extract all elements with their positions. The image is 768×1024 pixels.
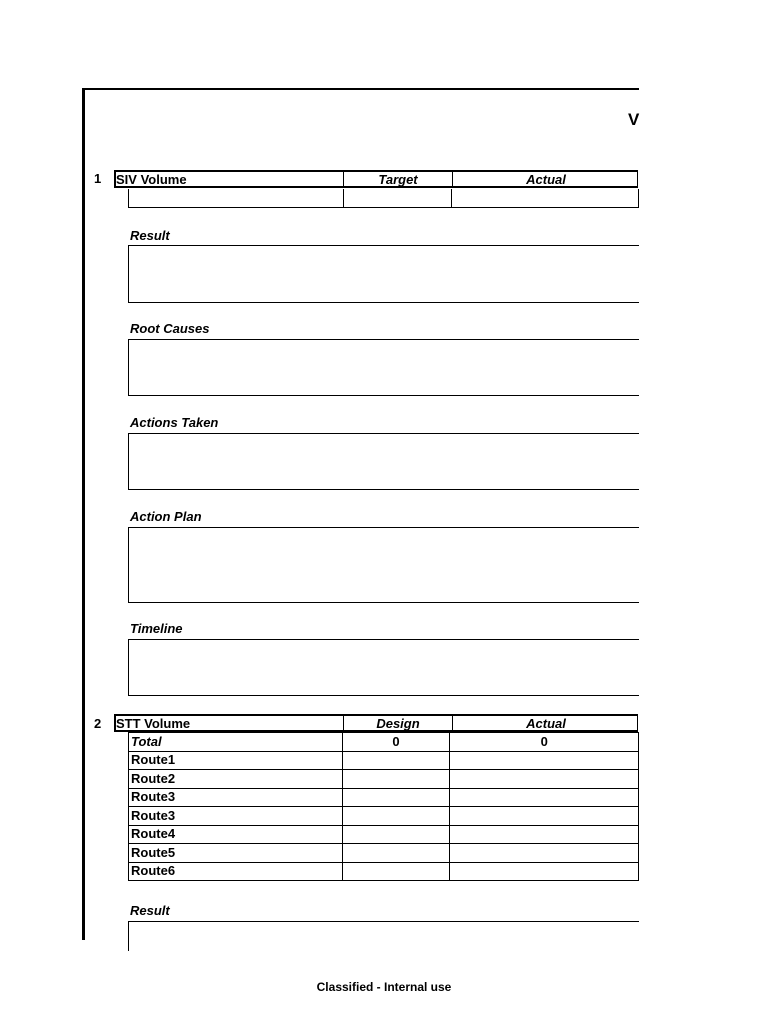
siv-volume-header: SIV Volume xyxy=(116,172,187,187)
stt-volume-header: STT Volume xyxy=(116,716,191,731)
table-row xyxy=(129,844,639,863)
design-value-cell[interactable] xyxy=(342,788,450,807)
result-textbox[interactable] xyxy=(128,245,639,303)
design-value-cell[interactable] xyxy=(342,770,450,789)
design-value-cell[interactable] xyxy=(342,844,450,863)
sheet-top-border xyxy=(82,88,639,90)
table-row xyxy=(129,733,639,752)
actions-taken-textbox[interactable] xyxy=(128,433,639,490)
design-header: Design xyxy=(376,716,420,731)
route-label-cell: Route1 xyxy=(129,751,343,770)
stt-volume-table xyxy=(128,732,639,881)
section-1-number: 1 xyxy=(94,171,102,186)
route-label-cell: Route3 xyxy=(129,788,343,807)
column-divider xyxy=(451,189,452,207)
actual-value-cell[interactable] xyxy=(450,862,639,881)
actual-value-cell[interactable]: 0 xyxy=(450,733,639,752)
timeline-label: Timeline xyxy=(130,621,183,636)
actual-header: Actual xyxy=(526,716,566,731)
route-label-cell: Route3 xyxy=(129,807,343,826)
table-row xyxy=(129,825,639,844)
design-value-cell[interactable] xyxy=(342,862,450,881)
sheet-left-border xyxy=(82,88,85,940)
route-label-cell: Total xyxy=(129,733,343,752)
table-row xyxy=(129,807,639,826)
table-row xyxy=(129,788,639,807)
route-label-cell: Route5 xyxy=(129,844,343,863)
actual-value-cell[interactable] xyxy=(450,844,639,863)
design-value-cell[interactable] xyxy=(342,751,450,770)
actual-value-cell[interactable] xyxy=(450,770,639,789)
section-2-number: 2 xyxy=(94,716,102,731)
route-label-cell: Route6 xyxy=(129,862,343,881)
table-row xyxy=(129,751,639,770)
route-label-cell: Route2 xyxy=(129,770,343,789)
actual-value-cell[interactable] xyxy=(450,825,639,844)
table-row xyxy=(129,770,639,789)
siv-volume-value-row xyxy=(128,189,639,208)
action-plan-label: Action Plan xyxy=(130,509,202,524)
actual-value-cell[interactable] xyxy=(450,751,639,770)
table-row xyxy=(129,862,639,881)
section-2-header xyxy=(114,714,638,732)
actual-header: Actual xyxy=(526,172,566,187)
result-label: Result xyxy=(130,903,170,918)
section-1-header xyxy=(114,170,638,188)
design-value-cell[interactable] xyxy=(342,807,450,826)
action-plan-textbox[interactable] xyxy=(128,527,639,603)
target-header: Target xyxy=(378,172,418,187)
page-title-fragment: V xyxy=(628,110,640,129)
root-causes-textbox[interactable] xyxy=(128,339,639,396)
design-value-cell[interactable] xyxy=(342,825,450,844)
route-label-cell: Route4 xyxy=(129,825,343,844)
root-causes-label: Root Causes xyxy=(130,321,210,336)
actions-taken-label: Actions Taken xyxy=(130,415,219,430)
timeline-textbox[interactable] xyxy=(128,639,639,696)
actual-value-cell[interactable] xyxy=(450,788,639,807)
design-value-cell[interactable]: 0 xyxy=(342,733,450,752)
column-divider xyxy=(343,189,344,207)
actual-value-cell[interactable] xyxy=(450,807,639,826)
result-textbox[interactable] xyxy=(128,921,639,951)
classification-footer: Classified - Internal use xyxy=(316,980,452,994)
result-label: Result xyxy=(130,228,170,243)
